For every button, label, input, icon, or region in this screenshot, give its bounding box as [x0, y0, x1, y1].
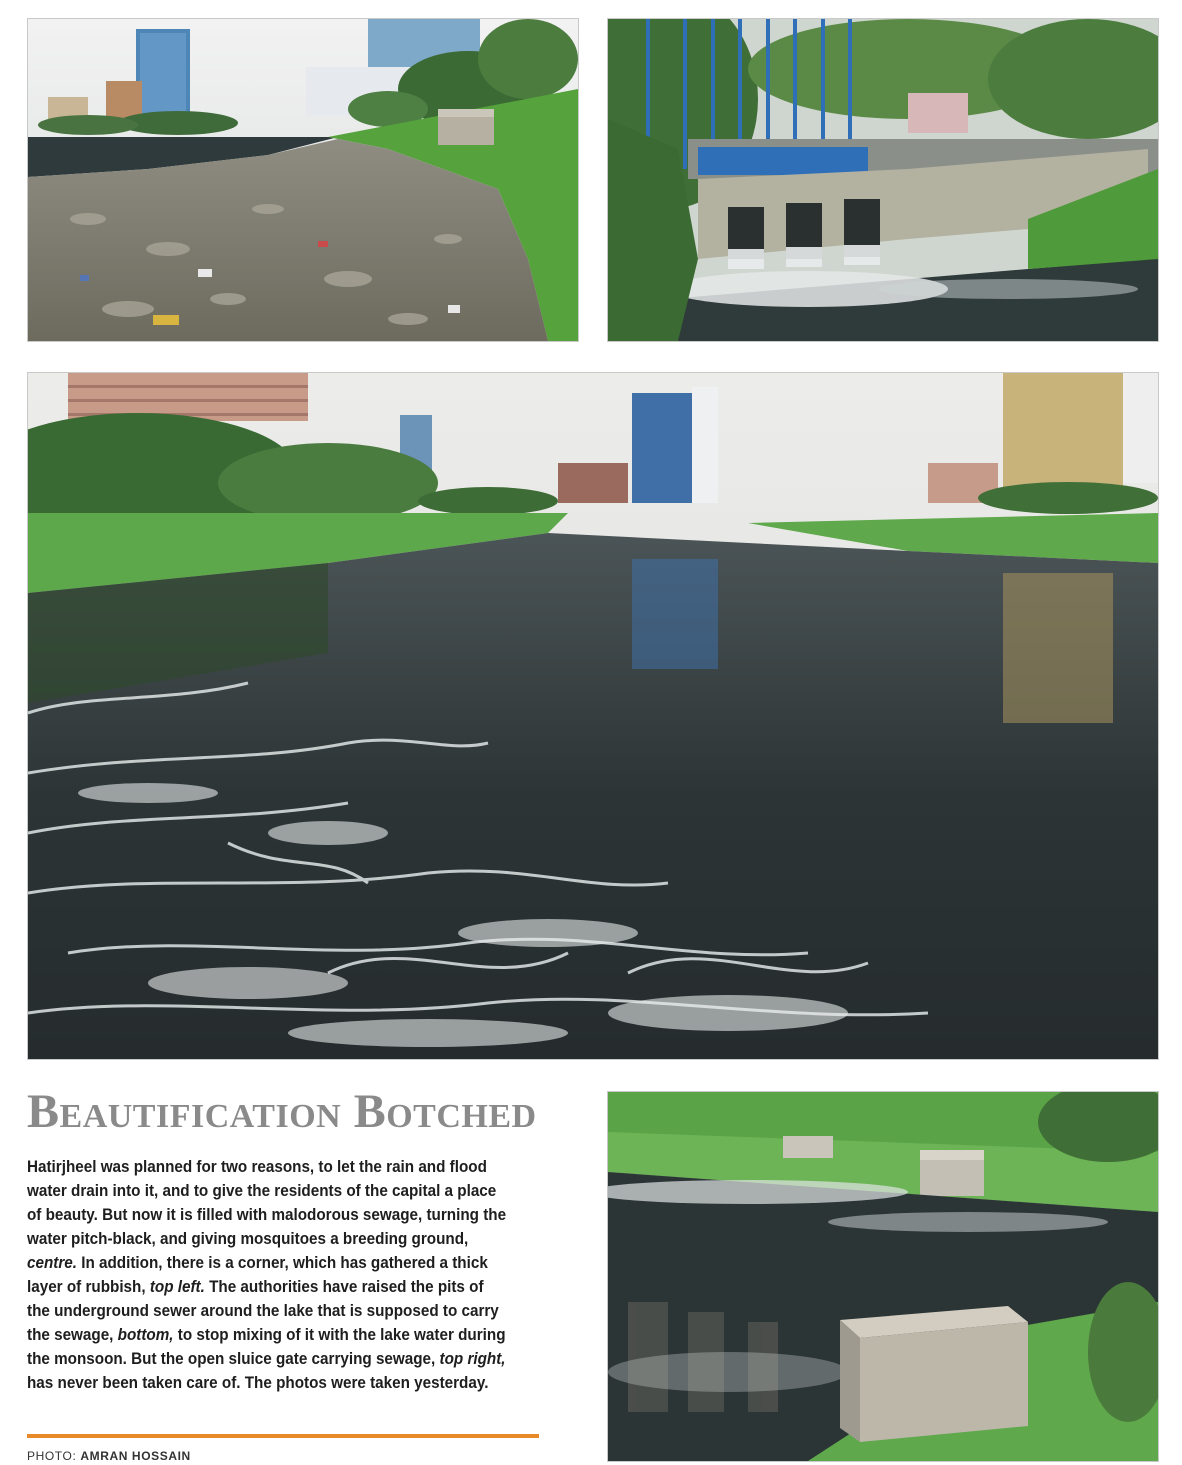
article-body	[27, 1155, 511, 1395]
photo-sluice-gate	[607, 18, 1159, 342]
body-part-2: In addition, there is a corner, which has gathered a thick layer of rubbish,	[27, 1254, 488, 1296]
body-part-4: to stop mixing of it with the lake water during the monsoon. But the open sluice gate carrying sewage,	[27, 1326, 506, 1368]
credit-label: PHOTO:	[27, 1449, 77, 1463]
ref-centre: centre.	[27, 1254, 77, 1272]
body-part-1: Hatirjheel was planned for two reasons, to let the rain and flood water drain into it, and to give the residents of the capital a place of beauty. But now it is filled with malodorous sewage, turning the water pitch-black, and giving mosquitoes a breeding ground,	[27, 1158, 507, 1248]
credit-name: AMRAN HOSSAIN	[80, 1449, 191, 1463]
photo-rubbish-corner	[27, 18, 579, 342]
ref-bottom: bottom,	[117, 1326, 174, 1344]
photo-sewer-pits	[607, 1091, 1159, 1462]
accent-rule	[27, 1434, 539, 1438]
ref-top-left: top left.	[149, 1278, 205, 1296]
photo-sewage-lake	[27, 372, 1159, 1060]
headline: Beautification Botched	[27, 1085, 537, 1138]
body-part-3: The authorities have raised the pits of the underground sewer around the lake that is supposed to carry the sewage,	[27, 1278, 499, 1344]
photo-credit	[27, 1449, 191, 1463]
body-part-5: has never been taken care of. The photos were taken yesterday.	[27, 1374, 489, 1392]
ref-top-right: top right,	[439, 1350, 506, 1368]
